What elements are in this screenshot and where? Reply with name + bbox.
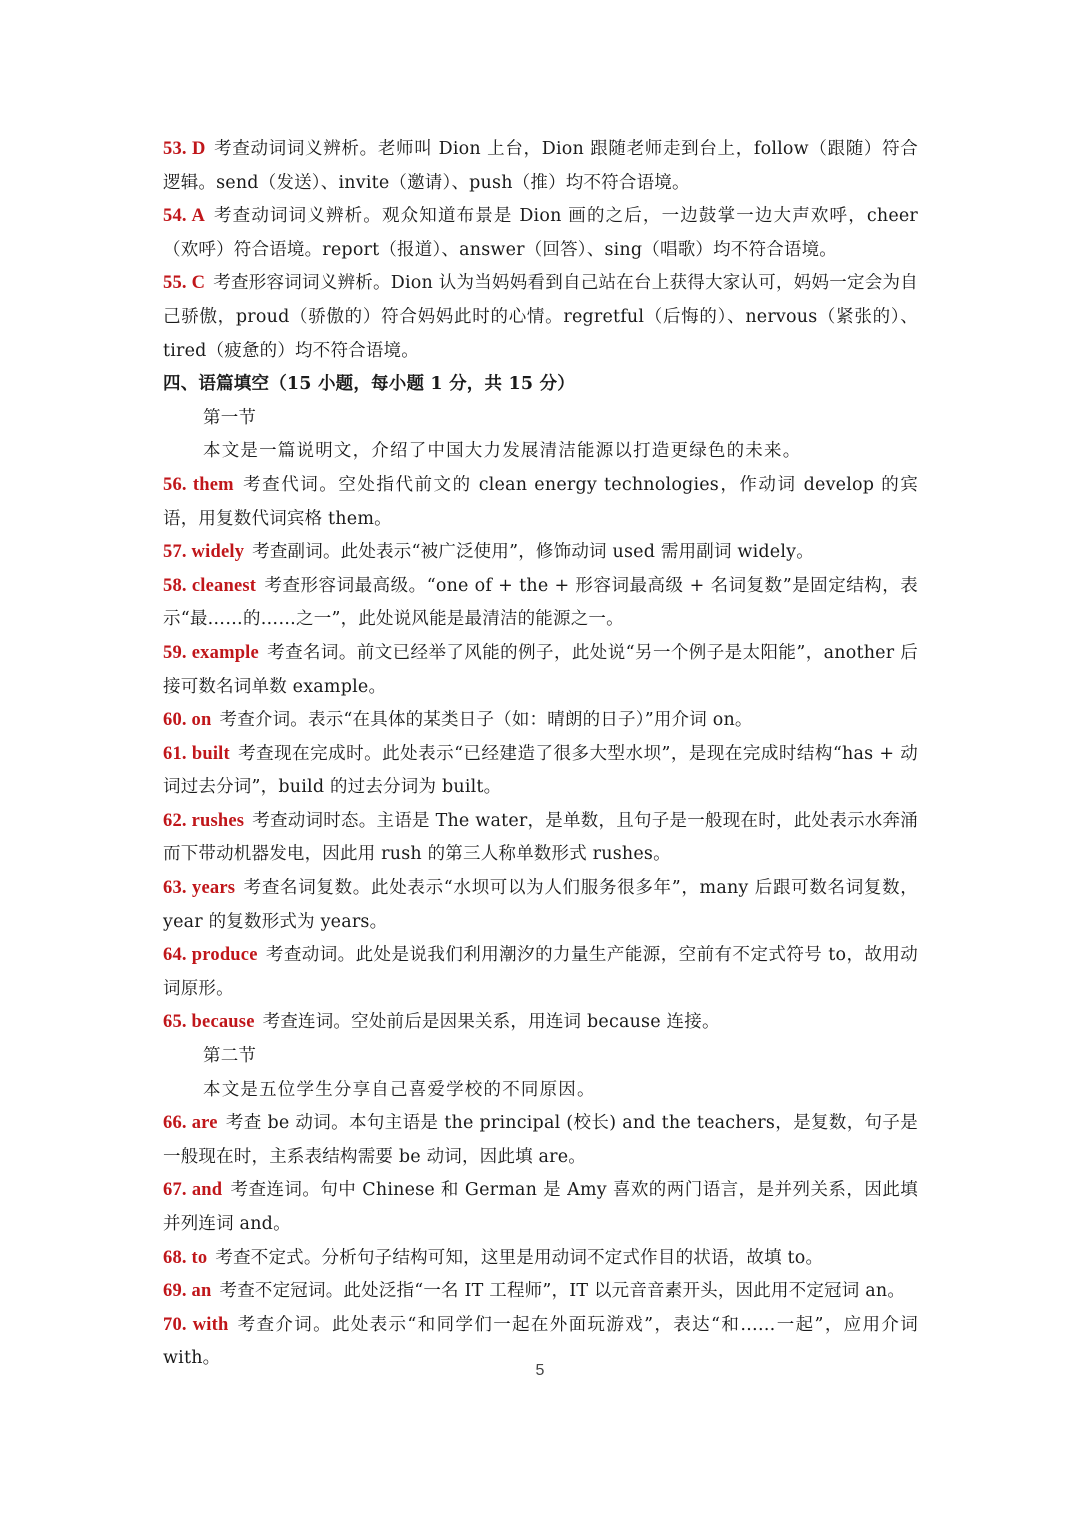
explanation-text: 考查动词词义辨析。老师叫 Dion 上台，Dion 跟随老师走到台上，follow（跟随）符合逻辑。send（发送）、invite（邀请）、push（推）均不符合语境。 xyxy=(163,139,918,193)
explanation-text: 考查动词时态。主语是 The water，是单数，且句子是一般现在时，此处表示水奔涌而下带动机器发电，因此用 rush 的第三人称单数形式 rushes。 xyxy=(163,810,918,865)
explanation-text: 考查动词词义辨析。观众知道布景是 Dion 画的之后，一边鼓掌一边大声欢呼，cheer（欢呼）符合语境。report（报道）、answer（回答）、sing（唱歌）均不符合语境。 xyxy=(163,206,919,260)
answer-label: 68. to xyxy=(163,1247,208,1268)
answer-label: 58. cleanest xyxy=(163,575,257,596)
answer-entry-54 xyxy=(163,200,918,267)
answer-entry-67 xyxy=(163,1174,918,1241)
explanation-text: 考查副词。此处表示“被广泛使用”，修饰动词 used 需用副词 widely。 xyxy=(252,542,814,563)
explanation-text: 考查现在完成时。此处表示“已经建造了很多大型水坝”，是现在完成时结构“has + 动词过去分词”，build 的过去分词为 built。 xyxy=(163,743,918,798)
answer-entry-69 xyxy=(163,1275,918,1309)
explanation-text: 考查连词。空处前后是因果关系，用连词 because 连接。 xyxy=(262,1012,720,1033)
explanation-text: 考查介词。此处表示“和同学们一起在外面玩游戏”，表达“和……一起”，应用介词 with。 xyxy=(163,1314,918,1369)
answer-label: 66. are xyxy=(163,1113,218,1134)
answer-key-page xyxy=(163,133,918,1376)
answer-label: 69. an xyxy=(163,1281,212,1302)
answer-entry-56 xyxy=(163,469,918,536)
explanation-text: 考查不定冠词。此处泛指“一名 IT 工程师”，IT 以元音音素开头，因此用不定冠词 an。 xyxy=(219,1281,906,1302)
answer-entry-65 xyxy=(163,1006,918,1040)
answer-label: 62. rushes xyxy=(163,810,245,831)
answer-label: 55. C xyxy=(163,273,206,294)
answer-entry-59 xyxy=(163,637,918,704)
explanation-text: 考查不定式。分析句子结构可知，这里是用动词不定式作目的状语，故填 to。 xyxy=(215,1247,824,1268)
explanation-text: 考查 be 动词。本句主语是 the principal (校长) and the teachers，是复数，句子是一般现在时，主系表结构需要 be 动词，因此填 are。 xyxy=(163,1113,919,1167)
explanation-text: 考查动词。此处是说我们利用潮汐的力量生产能源，空前有不定式符号 to，故用动词原形。 xyxy=(163,945,918,999)
answer-entry-62 xyxy=(163,805,918,872)
explanation-text: 考查名词复数。此处表示“水坝可以为人们服务很多年”，many 后跟可数名词复数，year 的复数形式为 years。 xyxy=(163,878,919,932)
answer-entry-57 xyxy=(163,536,918,570)
subsection-title-1: 第一节 xyxy=(203,407,257,428)
explanation-text: 考查形容词最高级。“one of + the + 形容词最高级 + 名词复数”是固定结构，表示“最……的……之一”，此处说风能是最清洁的能源之一。 xyxy=(163,575,919,630)
answer-entry-68 xyxy=(163,1242,918,1276)
passage-intro-1: 本文是一篇说明文，介绍了中国大力发展清洁能源以打造更绿色的未来。 xyxy=(203,441,802,462)
passage-intro-2: 本文是五位学生分享自己喜爱学校的不同原因。 xyxy=(203,1079,596,1100)
explanation-text: 考查连词。句中 Chinese 和 German 是 Amy 喜欢的两门语言，是并列关系，因此填并列连词 and。 xyxy=(163,1180,918,1234)
answer-entry-63 xyxy=(163,872,918,939)
answer-label: 67. and xyxy=(163,1180,223,1201)
answer-label: 64. produce xyxy=(163,945,258,966)
answer-entry-55 xyxy=(163,267,918,368)
answer-label: 70. with xyxy=(163,1314,229,1335)
answer-label: 57. widely xyxy=(163,542,245,563)
subsection-title-2: 第二节 xyxy=(203,1046,257,1067)
explanation-text: 考查代词。空处指代前文的 clean energy technologies，作动词 develop 的宾语，用复数代词宾格 them。 xyxy=(163,474,918,529)
answer-label: 63. years xyxy=(163,878,236,899)
answer-entry-61 xyxy=(163,738,918,805)
answer-label: 59. example xyxy=(163,642,259,663)
answer-entry-64 xyxy=(163,939,918,1006)
answer-entry-53 xyxy=(163,133,918,200)
answer-label: 61. built xyxy=(163,743,230,764)
answer-label: 53. D xyxy=(163,139,206,159)
answer-entry-58 xyxy=(163,570,918,637)
explanation-text: 考查形容词词义辨析。Dion 认为当妈妈看到自己站在台上获得大家认可，妈妈一定会为自己骄傲，proud（骄傲的）符合妈妈此时的心情。regretful（后悔的）、nervous（紧张的）、tired（疲惫的）均不符合语境。 xyxy=(163,273,918,361)
answer-label: 60. on xyxy=(163,710,212,731)
answer-entry-60 xyxy=(163,704,918,738)
page-number: 5 xyxy=(535,1362,545,1379)
answer-entry-66 xyxy=(163,1107,918,1174)
explanation-text: 考查名词。前文已经举了风能的例子，此处说“另一个例子是太阳能”，another 后接可数名词单数 example。 xyxy=(163,642,918,697)
section-heading-part4: 四、语篇填空（15 小题，每小题 1 分，共 15 分） xyxy=(163,374,575,395)
answer-label: 54. A xyxy=(163,206,206,227)
answer-label: 56. them xyxy=(163,474,234,495)
explanation-text: 考查介词。表示“在具体的某类日子（如：晴朗的日子）”用介词 on。 xyxy=(219,710,753,731)
answer-label: 65. because xyxy=(163,1012,255,1033)
